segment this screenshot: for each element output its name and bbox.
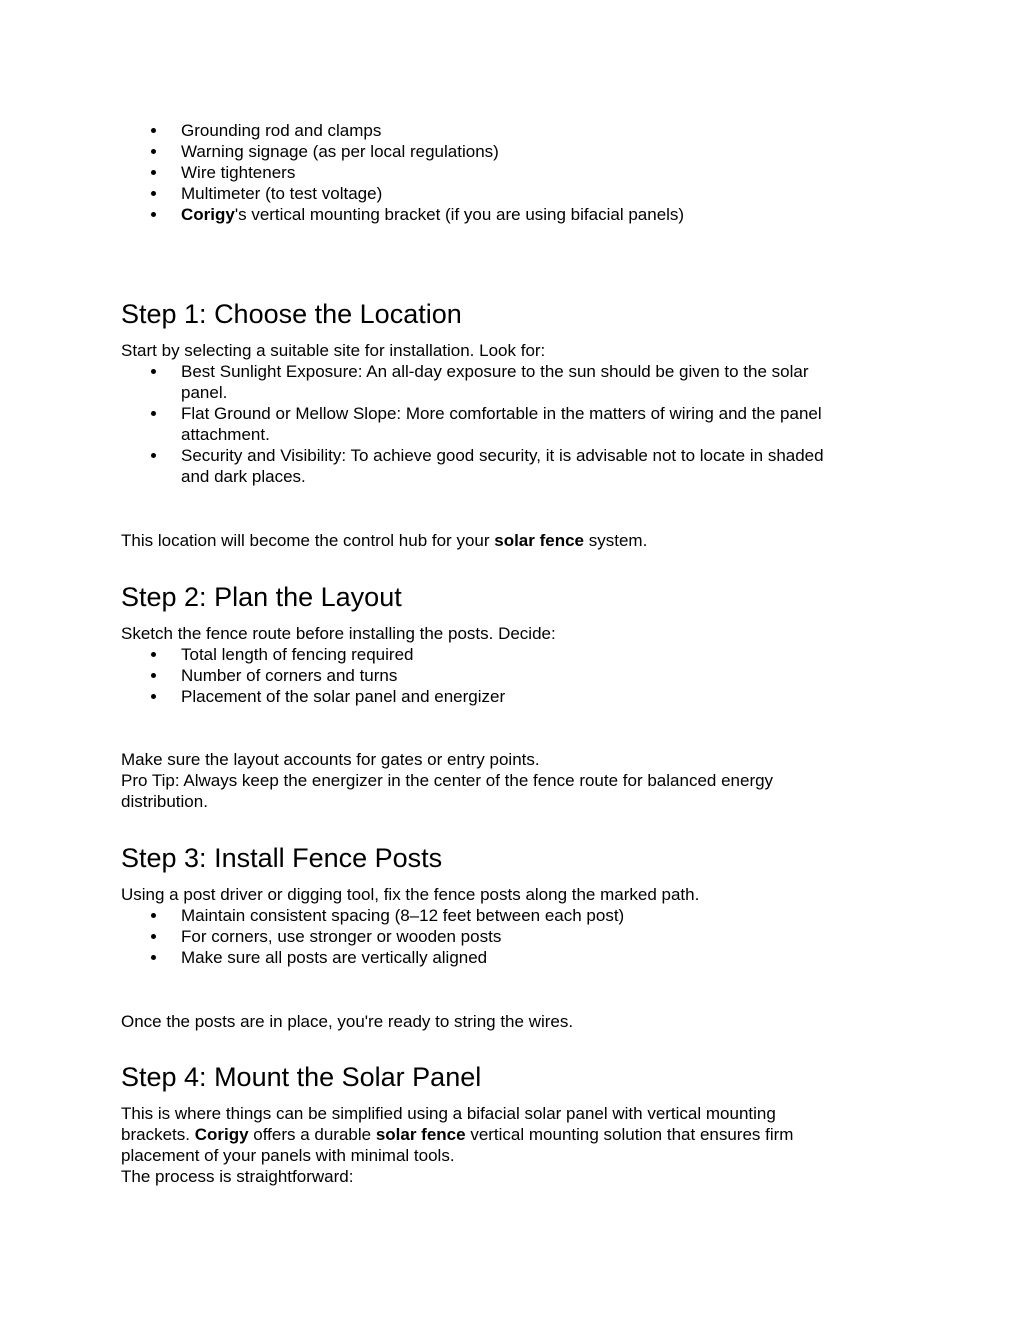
- step2-intro: Sketch the fence route before installing the posts. Decide:: [121, 624, 556, 643]
- list-item: Multimeter (to test voltage): [121, 183, 684, 204]
- step4-heading: Step 4: Mount the Solar Panel: [121, 1062, 482, 1092]
- list-item: Total length of fencing required: [121, 644, 505, 665]
- bullet-icon: [151, 212, 156, 217]
- list-item: Warning signage (as per local regulations): [121, 141, 684, 162]
- step2-list: [121, 644, 505, 707]
- bullet-icon: [151, 170, 156, 175]
- step2-heading: Step 2: Plan the Layout: [121, 582, 402, 612]
- bullet-icon: [151, 149, 156, 154]
- step2-note: Make sure the layout accounts for gates or entry points.: [121, 750, 540, 769]
- bullet-icon: [151, 191, 156, 196]
- list-item: Placement of the solar panel and energizer: [121, 686, 505, 707]
- bullet-icon: [151, 652, 156, 657]
- list-item: Corigy's vertical mounting bracket (if you are using bifacial panels): [121, 204, 684, 225]
- list-item: Make sure all posts are vertically aligned: [121, 947, 624, 968]
- brand-name: Corigy: [194, 1125, 249, 1144]
- step3-list: [121, 905, 624, 968]
- list-item: Security and Visibility: To achieve good security, it is advisable not to locate in shaded and dark places.: [121, 445, 824, 487]
- step3-heading: Step 3: Install Fence Posts: [121, 843, 443, 873]
- materials-list: [121, 120, 684, 225]
- bullet-icon: [151, 673, 156, 678]
- bullet-icon: [151, 913, 156, 918]
- list-item: Best Sunlight Exposure: An all-day exposure to the sun should be given to the solar panel.: [121, 361, 824, 403]
- step1-intro: Start by selecting a suitable site for installation. Look for:: [121, 341, 546, 360]
- step1-closing: This location will become the control hub for your solar fence system.: [121, 531, 648, 550]
- bullet-icon: [151, 411, 156, 416]
- step1-heading: Step 1: Choose the Location: [121, 299, 462, 329]
- list-item: Wire tighteners: [121, 162, 684, 183]
- bullet-icon: [151, 694, 156, 699]
- step1-list: [121, 361, 824, 487]
- list-item: Maintain consistent spacing (8–12 feet between each post): [121, 905, 624, 926]
- bullet-icon: [151, 453, 156, 458]
- step4-body: This is where things can be simplified using a bifacial solar panel with vertical mounting brackets. Corigy offers a durable solar fence vertical mounting solution that ensures firm placement of your panels with minimal tools. The process is straightforward:: [121, 1104, 794, 1186]
- brand-name: Corigy: [181, 205, 235, 224]
- bullet-icon: [151, 955, 156, 960]
- bullet-icon: [151, 934, 156, 939]
- list-item: Number of corners and turns: [121, 665, 505, 686]
- list-item: Grounding rod and clamps: [121, 120, 684, 141]
- step2-pro-tip: Pro Tip: Always keep the energizer in the center of the fence route for balanced energy distribution.: [121, 771, 774, 811]
- step3-intro: Using a post driver or digging tool, fix the fence posts along the marked path.: [121, 885, 700, 904]
- bullet-icon: [151, 369, 156, 374]
- bullet-icon: [151, 128, 156, 133]
- list-item: For corners, use stronger or wooden posts: [121, 926, 624, 947]
- list-item: Flat Ground or Mellow Slope: More comfortable in the matters of wiring and the panel attachment.: [121, 403, 824, 445]
- step3-closing: Once the posts are in place, you're ready to string the wires.: [121, 1012, 574, 1031]
